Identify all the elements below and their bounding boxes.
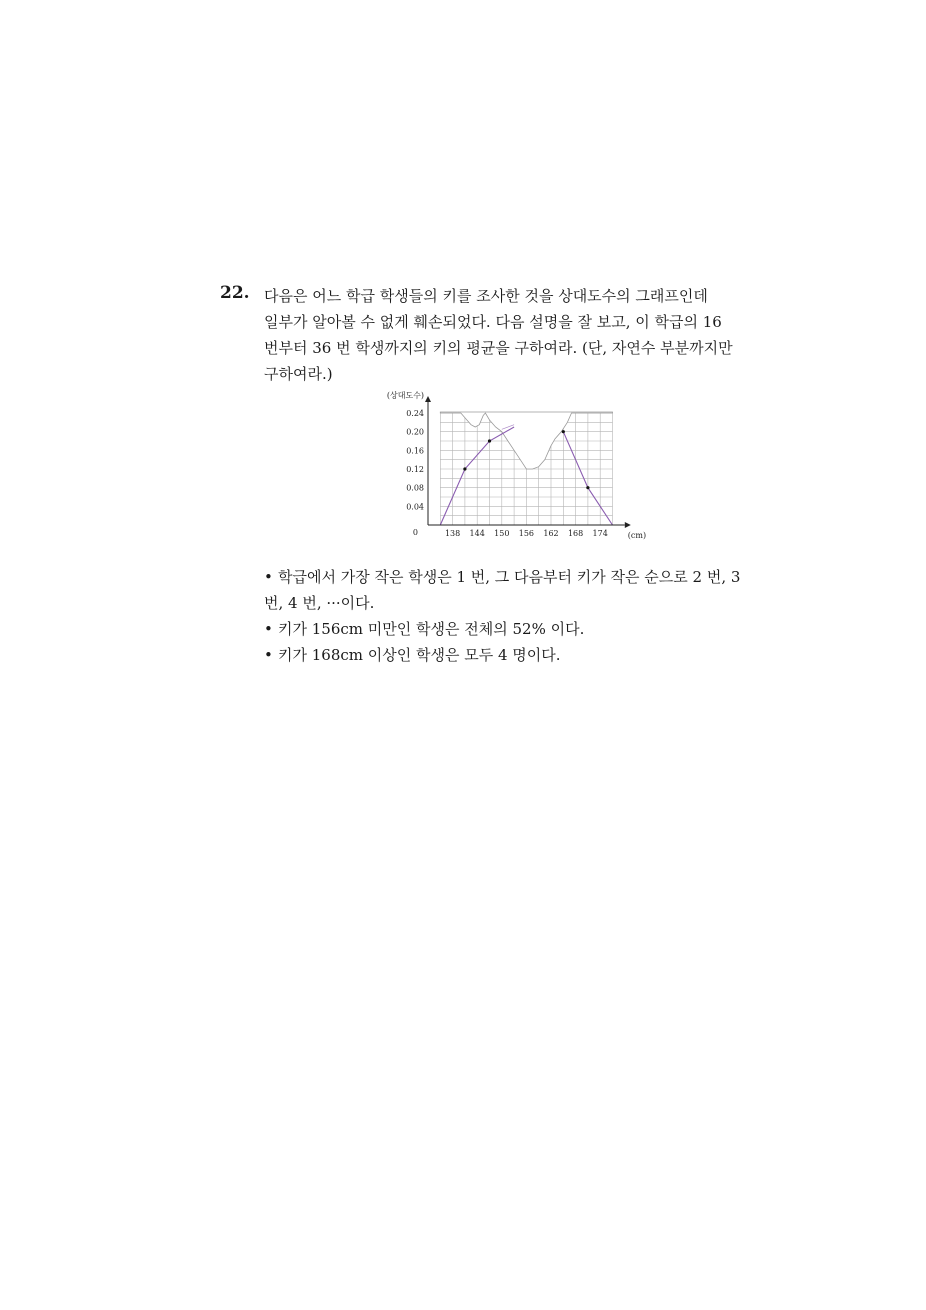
x-axis-arrow-icon — [625, 522, 631, 528]
x-tick-label: 150 — [494, 529, 510, 538]
damaged-area-outline — [440, 412, 612, 469]
x-tick-label: 174 — [592, 529, 608, 538]
y-tick-label: 0.12 — [406, 465, 424, 474]
relative-frequency-chart — [368, 390, 648, 552]
y-tick-label: 0.04 — [406, 502, 424, 512]
question-line: 번부터 36 번 학생까지의 키의 평균을 구하여라. (단, 자연수 부분까지만 — [264, 339, 733, 357]
question-line: 다음은 어느 학급 학생들의 키를 조사한 것을 상대도수의 그래프인데 — [264, 287, 708, 305]
origin-label: 0 — [412, 528, 418, 537]
condition-item — [264, 564, 764, 590]
condition-text: 번, 4 번, ···이다. — [264, 594, 375, 612]
y-tick-label: 0.24 — [406, 409, 424, 418]
question-line: 일부가 알아볼 수 없게 훼손되었다. 다음 설명을 잘 보고, 이 학급의 16 — [264, 313, 722, 331]
y-tick-label: 0.20 — [406, 427, 424, 437]
data-point — [562, 430, 565, 433]
x-tick-label: 138 — [444, 529, 461, 538]
x-tick-label: 168 — [567, 529, 584, 538]
x-tick-label: 156 — [518, 529, 535, 538]
data-point — [488, 439, 491, 442]
condition-text: 학급에서 가장 작은 학생은 1 번, 그 다음부터 키가 작은 순으로 2 번, 3 — [278, 568, 741, 586]
y-tick-label: 0.16 — [406, 446, 424, 456]
y-tick-label: 0.08 — [406, 483, 424, 493]
data-point — [463, 467, 466, 470]
bullet-icon: • — [264, 646, 273, 664]
y-axis-arrow-icon — [425, 396, 431, 402]
bullet-icon: • — [264, 568, 273, 586]
bullet-icon: • — [264, 620, 273, 638]
condition-list — [264, 564, 764, 668]
condition-item — [264, 642, 764, 668]
x-tick-label: 144 — [469, 529, 485, 538]
condition-item — [264, 616, 764, 642]
x-tick-label: 162 — [543, 529, 559, 538]
condition-text: 키가 168cm 이상인 학생은 모두 4 명이다. — [278, 646, 561, 664]
condition-text: 키가 156cm 미만인 학생은 전체의 52% 이다. — [278, 620, 585, 638]
data-point — [586, 486, 589, 489]
y-axis-title: (상대도수) — [386, 391, 424, 400]
question-text — [264, 283, 754, 387]
condition-item-continued — [264, 590, 764, 616]
question-number: 22. — [220, 283, 250, 303]
question-line: 구하여라.) — [264, 365, 333, 383]
x-axis-title: (cm) — [627, 531, 647, 540]
